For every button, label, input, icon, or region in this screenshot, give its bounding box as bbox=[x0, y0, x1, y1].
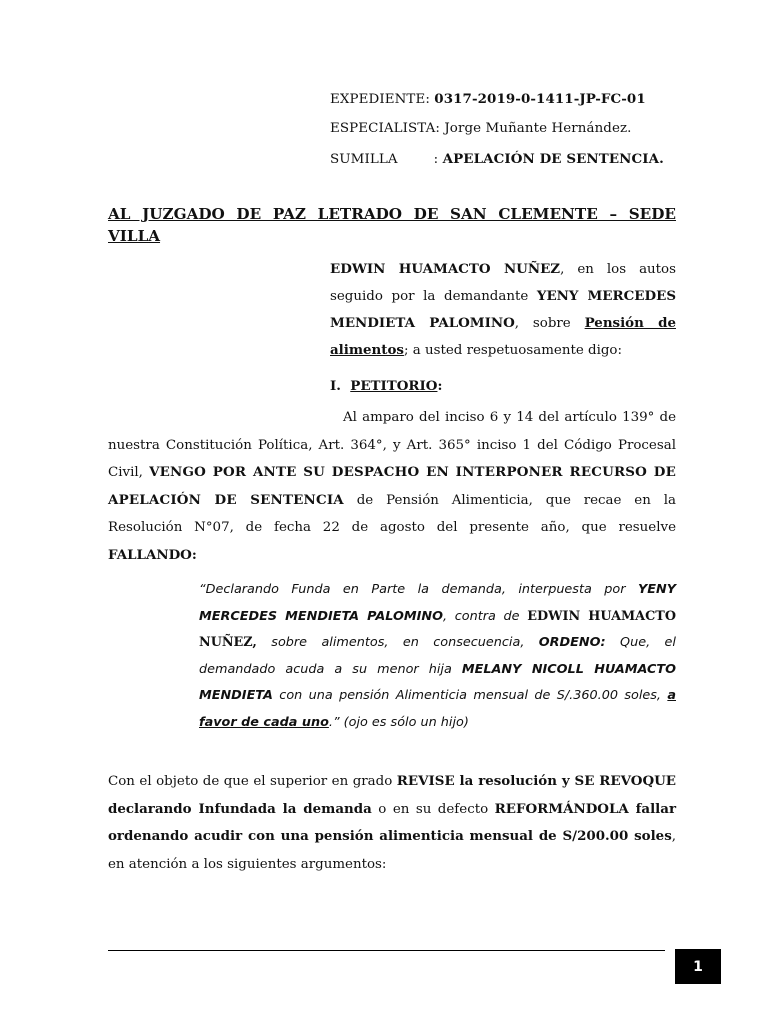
quote-favor: a favor de cada uno bbox=[199, 688, 676, 730]
intro-paragraph: EDWIN HUAMACTO NUÑEZ, en los autos seguido por la demandante YENY MERCEDES MENDIETA PALOMINO, sobre Pensión de alimentos; a usted respetuosamente digo: bbox=[330, 261, 676, 358]
petition-bold: VENGO POR ANTE SU DESPACHO EN INTERPONER RECURSO DE APELACIÓN DE SENTENCIA bbox=[108, 464, 677, 508]
plaintiff-name: YENY MERCEDES MENDIETA PALOMINO bbox=[330, 288, 676, 331]
closing-bold-1: REVISE la resolución y SE REVOQUE declarando Infundada la demanda bbox=[108, 773, 677, 817]
expediente-value: 0317-2019-0-1411-JP-FC-01 bbox=[434, 91, 646, 107]
quote-daughter: MELANY NICOLL HUAMACTO MENDIETA bbox=[199, 661, 676, 704]
section-number: I. bbox=[330, 378, 341, 394]
especialista-line bbox=[330, 121, 632, 136]
sumilla-label: SUMILLA bbox=[330, 152, 398, 167]
page-number: 1 bbox=[675, 949, 721, 984]
fallando-label: FALLANDO: bbox=[108, 546, 197, 563]
sumilla-value: APELACIÓN DE SENTENCIA. bbox=[442, 151, 664, 167]
expediente-line bbox=[330, 91, 646, 107]
footer-rule bbox=[108, 950, 665, 951]
sumilla-colon: : bbox=[433, 152, 439, 167]
petitorio-paragraph: Al amparo del inciso 6 y 14 del artículo 139° de nuestra Constitución Política, Art. 364°, y Art. 365° inciso 1 del Código Procesal Civil, VENGO POR ANTE SU DESPACHO EN INTERPONER RECURSO DE APELACIÓN DE SENTENCIA de Pensión Alimenticia, que recae en la Resolución N°07, de fecha 22 de agosto del presente año, que resuelve FALLANDO: bbox=[108, 410, 677, 563]
closing-bold-2: REFORMÁNDOLA fallar ordenando acudir con una pensión alimenticia mensual de S/200.00 soles bbox=[108, 800, 677, 845]
quote-defendant: EDWIN HUAMACTO NUÑEZ, bbox=[199, 608, 676, 651]
sumilla-line bbox=[330, 151, 664, 167]
quoted-ruling: “Declarando Funda en Parte la demanda, interpuesta por YENY MERCEDES MENDIETA PALOMINO, contra de EDWIN HUAMACTO NUÑEZ, sobre alimentos, en consecuencia, ORDENO: Que, el demandado acuda a su menor hija MELANY NICOLL HUAMACTO MENDIETA con una pensión Alimenticia mensual de S/.360.00 soles, a favor de cada uno.” (ojo es sólo un hijo) bbox=[199, 582, 676, 730]
appellant-name: EDWIN HUAMACTO NUÑEZ bbox=[330, 261, 561, 277]
section-heading bbox=[330, 378, 442, 394]
especialista-value: Jorge Muñante Hernández. bbox=[444, 121, 632, 136]
court-heading: AL JUZGADO DE PAZ LETRADO DE SAN CLEMENTE – SEDE VILLA bbox=[108, 205, 676, 245]
quote-plaintiff-first: YENY bbox=[638, 582, 676, 597]
section-title: PETITORIO bbox=[350, 378, 438, 394]
case-subject: Pensión de alimentos bbox=[330, 315, 676, 358]
quote-ordeno: ORDENO: bbox=[538, 635, 606, 651]
expediente-label: EXPEDIENTE: bbox=[330, 92, 430, 107]
especialista-label: ESPECIALISTA: bbox=[330, 121, 440, 136]
closing-paragraph: Con el objeto de que el superior en grado REVISE la resolución y SE REVOQUE declarando Infundada la demanda o en su defecto REFORMÁNDOLA fallar ordenando acudir con una pensión alimenticia mensual de S/200.00 soles, en atención a los siguientes argumentos: bbox=[108, 773, 677, 872]
quote-plaintiff-rest: MERCEDES MENDIETA PALOMINO bbox=[199, 608, 443, 624]
section-colon: : bbox=[437, 378, 443, 394]
